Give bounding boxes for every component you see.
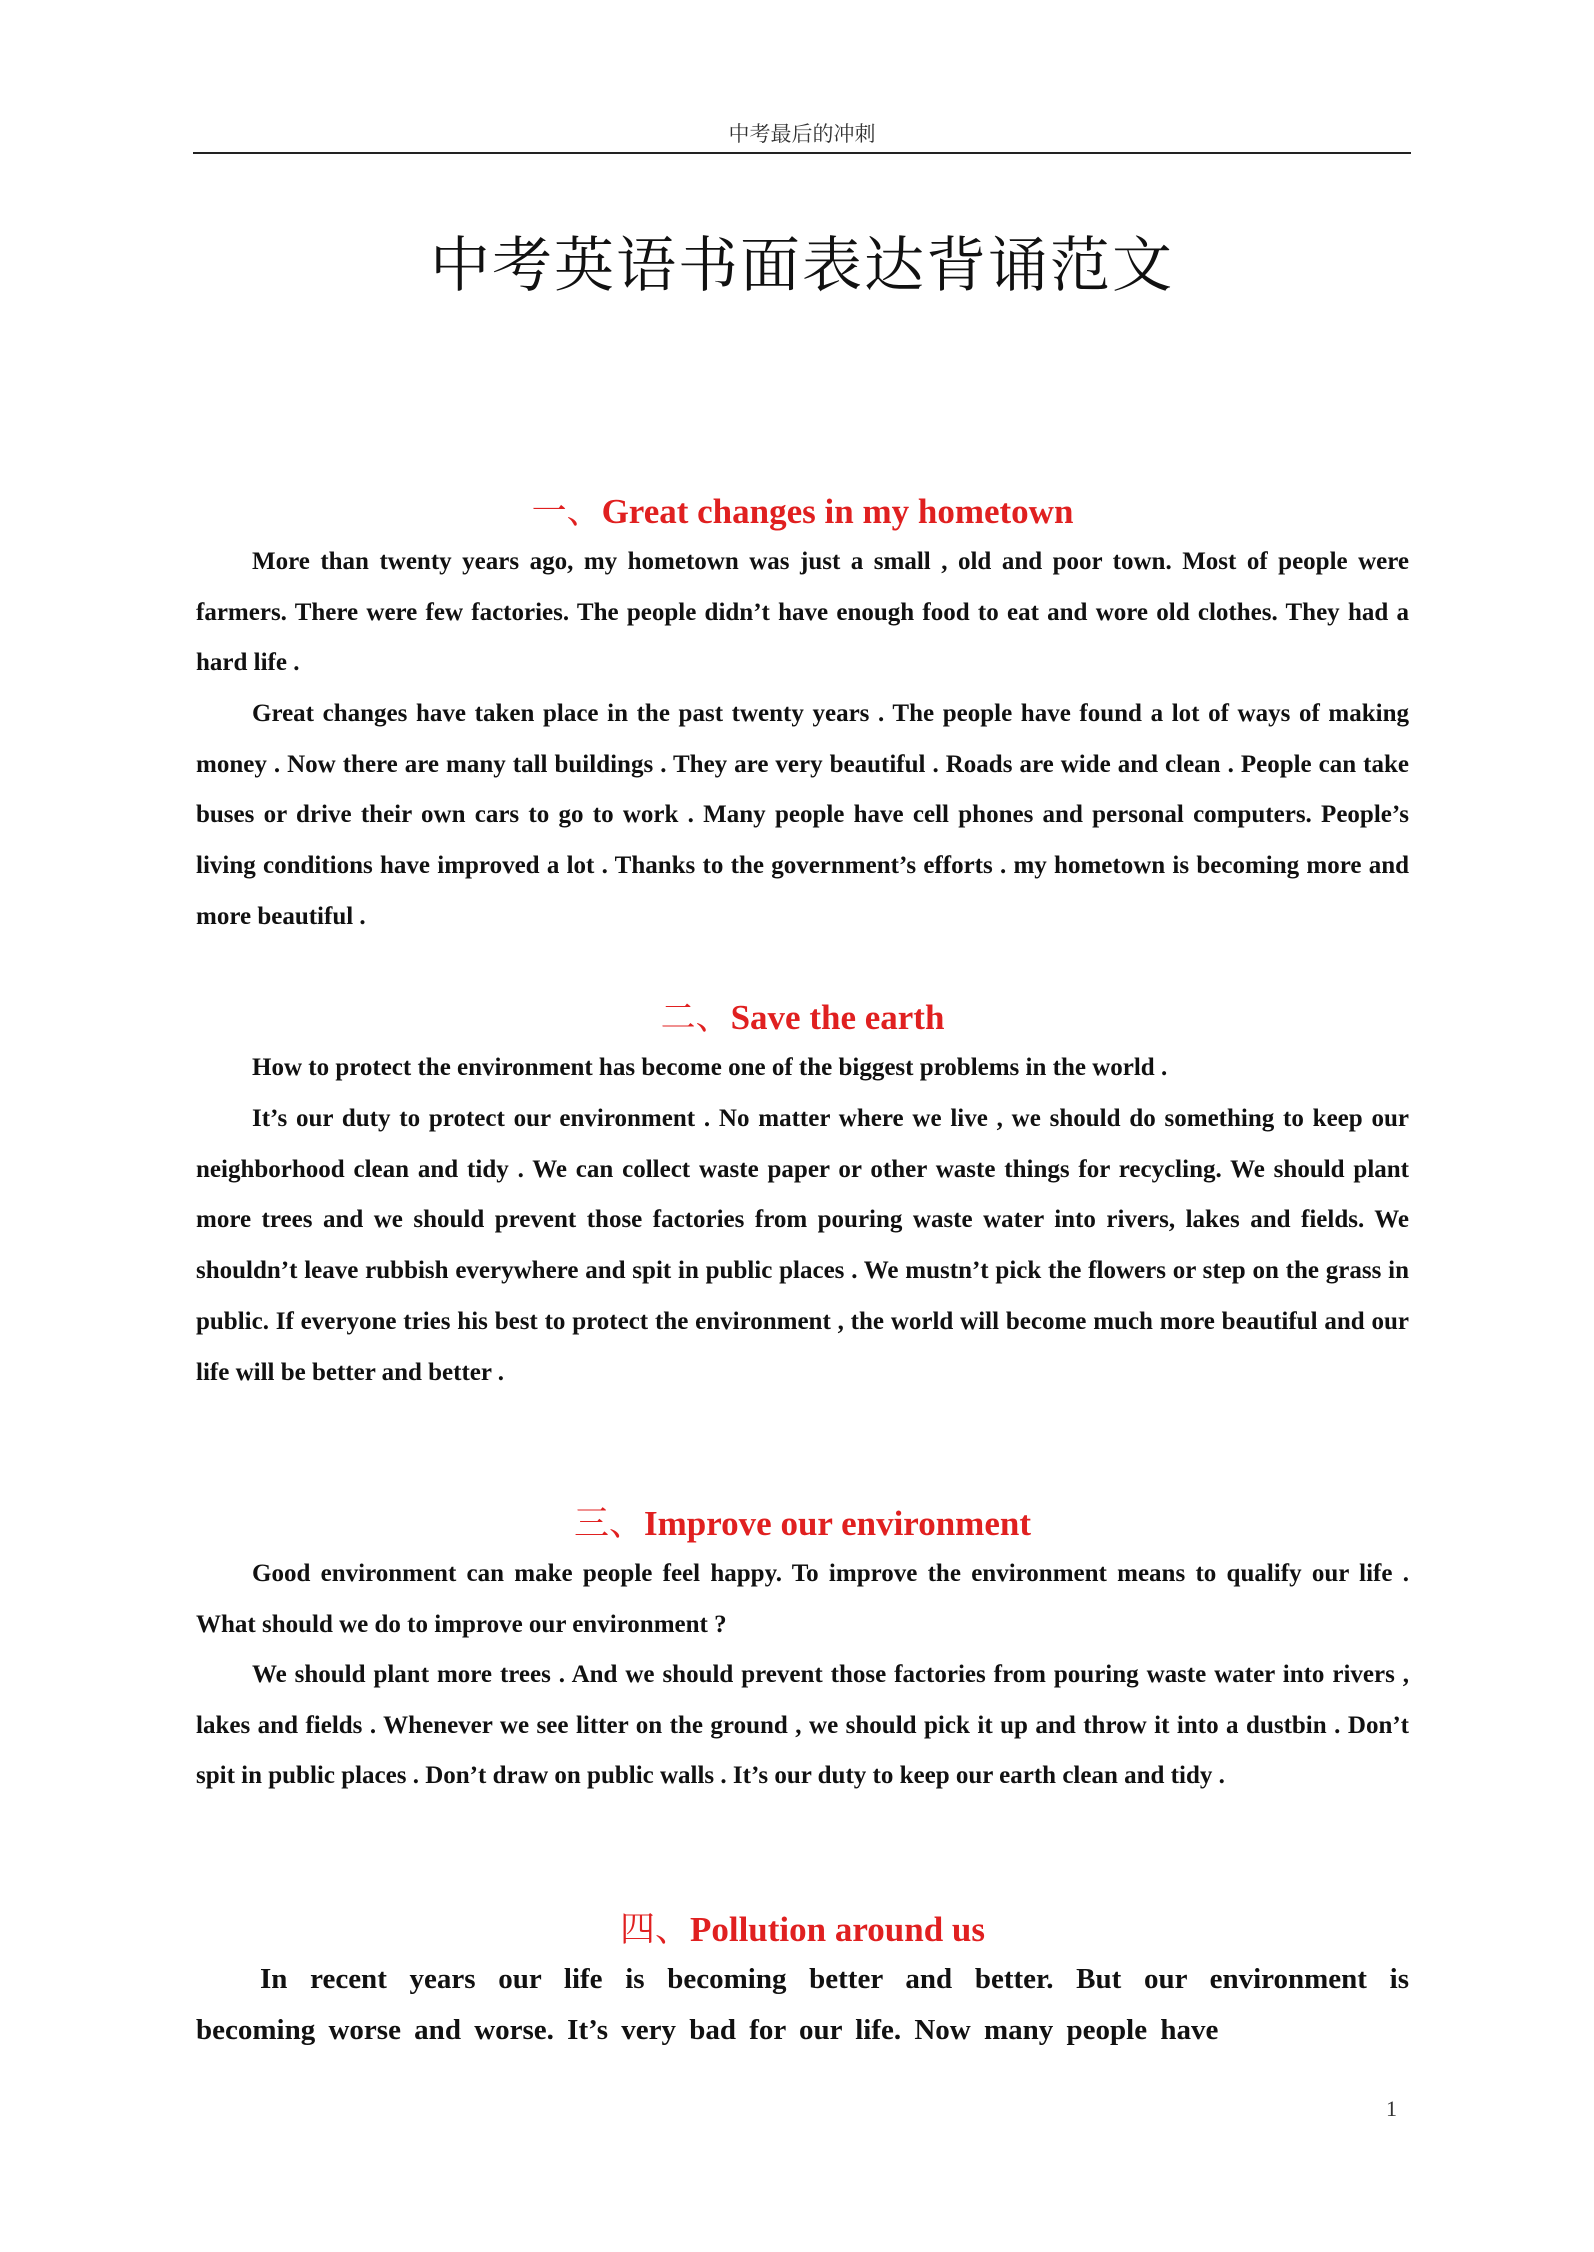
section-heading-3 <box>196 1496 1409 1546</box>
paragraph: In recent years our life is becoming better and better. But our environment is becoming worse and worse. It’s very bad for our life. Now many people have <box>196 1963 1409 2046</box>
paragraph: It’s our duty to protect our environment . No matter where we live , we should do something to keep our neighborhood clean and tidy . We can collect waste paper or other waste things for recycling. We should plant more trees and we should prevent those factories from pouring waste water into rivers, lakes and fields. We shouldn’t leave rubbish everywhere and spit in public places . We mustn’t pick the flowers or step on the grass in public. If everyone tries his best to protect the environment , the world will become much more beautiful and our life will be better and better . <box>196 1105 1409 1386</box>
section-title: Great changes in my hometown <box>601 492 1074 531</box>
section-number: 一、 <box>531 492 602 532</box>
paragraph: Great changes have taken place in the past twenty years . The people have found a lot of ways of making money . Now there are many tall buildings . They are very beautiful . Roads are wide and clean . People can take buses or drive their own cars to go to work . Many people have cell phones and personal computers. People’s living conditions have improved a lot . Thanks to the government’s efforts . my hometown is becoming more and more beautiful . <box>196 700 1409 930</box>
page-number: 1 <box>1386 2096 1397 2121</box>
section-number: 三、 <box>574 1504 645 1544</box>
section-title: Save the earth <box>730 998 945 1037</box>
section-number: 四、 <box>619 1910 690 1950</box>
header-rule <box>193 152 1411 154</box>
section-heading-2 <box>196 990 1409 1040</box>
document-title: 中考英语书面表达背诵范文 <box>430 231 1174 301</box>
section-title: Pollution around us <box>689 1910 986 1949</box>
paragraph: We should plant more trees . And we should prevent those factories from pouring waste water into rivers , lakes and fields . Whenever we see litter on the ground , we should pick it up and throw it into a dustbin . Don’t spit in public places . Don’t draw on public walls . It’s our duty to keep our earth clean and tidy . <box>196 1661 1409 1790</box>
paragraph: More than twenty years ago, my hometown was just a small , old and poor town. Most of people were farmers. There were few factories. The people didn’t have enough food to eat and wore old clothes. They had a hard life . <box>196 548 1409 677</box>
section-heading-4 <box>196 1902 1409 1952</box>
section-heading-1 <box>196 484 1409 534</box>
section-title: Improve our environment <box>644 1504 1031 1543</box>
paragraph: Good environment can make people feel happy. To improve the environment means to qualify our life . What should we do to improve our environment ? <box>196 1560 1409 1638</box>
paragraph: How to protect the environment has become one of the biggest problems in the world . <box>252 1054 1168 1081</box>
section-number: 二、 <box>660 998 731 1038</box>
running-header: 中考最后的冲刺 <box>728 122 876 146</box>
